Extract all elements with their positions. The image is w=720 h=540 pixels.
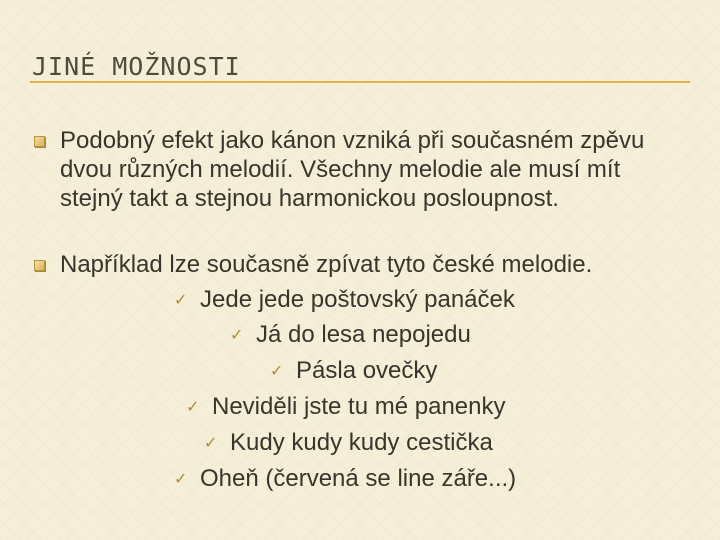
- square-bullet-icon: [34, 136, 45, 147]
- song-item-4: [186, 392, 505, 422]
- slide-title: JINÉ MOŽNOSTI: [32, 52, 241, 81]
- checkmark-icon: ✓: [186, 399, 200, 416]
- bullet-text-2: Například lze současně zpívat tyto české melodie.: [60, 251, 593, 278]
- song-item-2: [230, 320, 471, 350]
- checkmark-icon: ✓: [174, 471, 188, 488]
- bullet-text-1: Podobný efekt jako kánon vzniká při současném zpěvu dvou různých melodií. Všechny melodie ale musí mít stejný takt a stejnou harmonickou posloupnost.: [60, 127, 645, 212]
- song-item-5: [204, 428, 493, 458]
- song-item-3: [270, 356, 437, 386]
- title-underline: [30, 81, 690, 83]
- checkmark-icon: ✓: [204, 435, 218, 452]
- checkmark-icon: ✓: [270, 363, 284, 380]
- song-label-4: Neviděli jste tu mé panenky: [212, 393, 506, 420]
- song-item-6: [174, 464, 516, 494]
- song-label-1: Jede jede poštovský panáček: [200, 286, 515, 313]
- song-label-5: Kudy kudy kudy cestička: [230, 429, 493, 456]
- square-bullet-icon: [34, 260, 45, 271]
- checkmark-icon: ✓: [230, 327, 244, 344]
- checkmark-icon: ✓: [174, 292, 188, 309]
- song-item-1: [174, 285, 515, 315]
- bullet-item-2: [34, 250, 674, 279]
- song-label-2: Já do lesa nepojedu: [256, 321, 471, 348]
- song-label-3: Pásla ovečky: [296, 357, 438, 384]
- bullet-item-1: [34, 126, 674, 213]
- song-label-6: Oheň (červená se line záře...): [200, 465, 517, 492]
